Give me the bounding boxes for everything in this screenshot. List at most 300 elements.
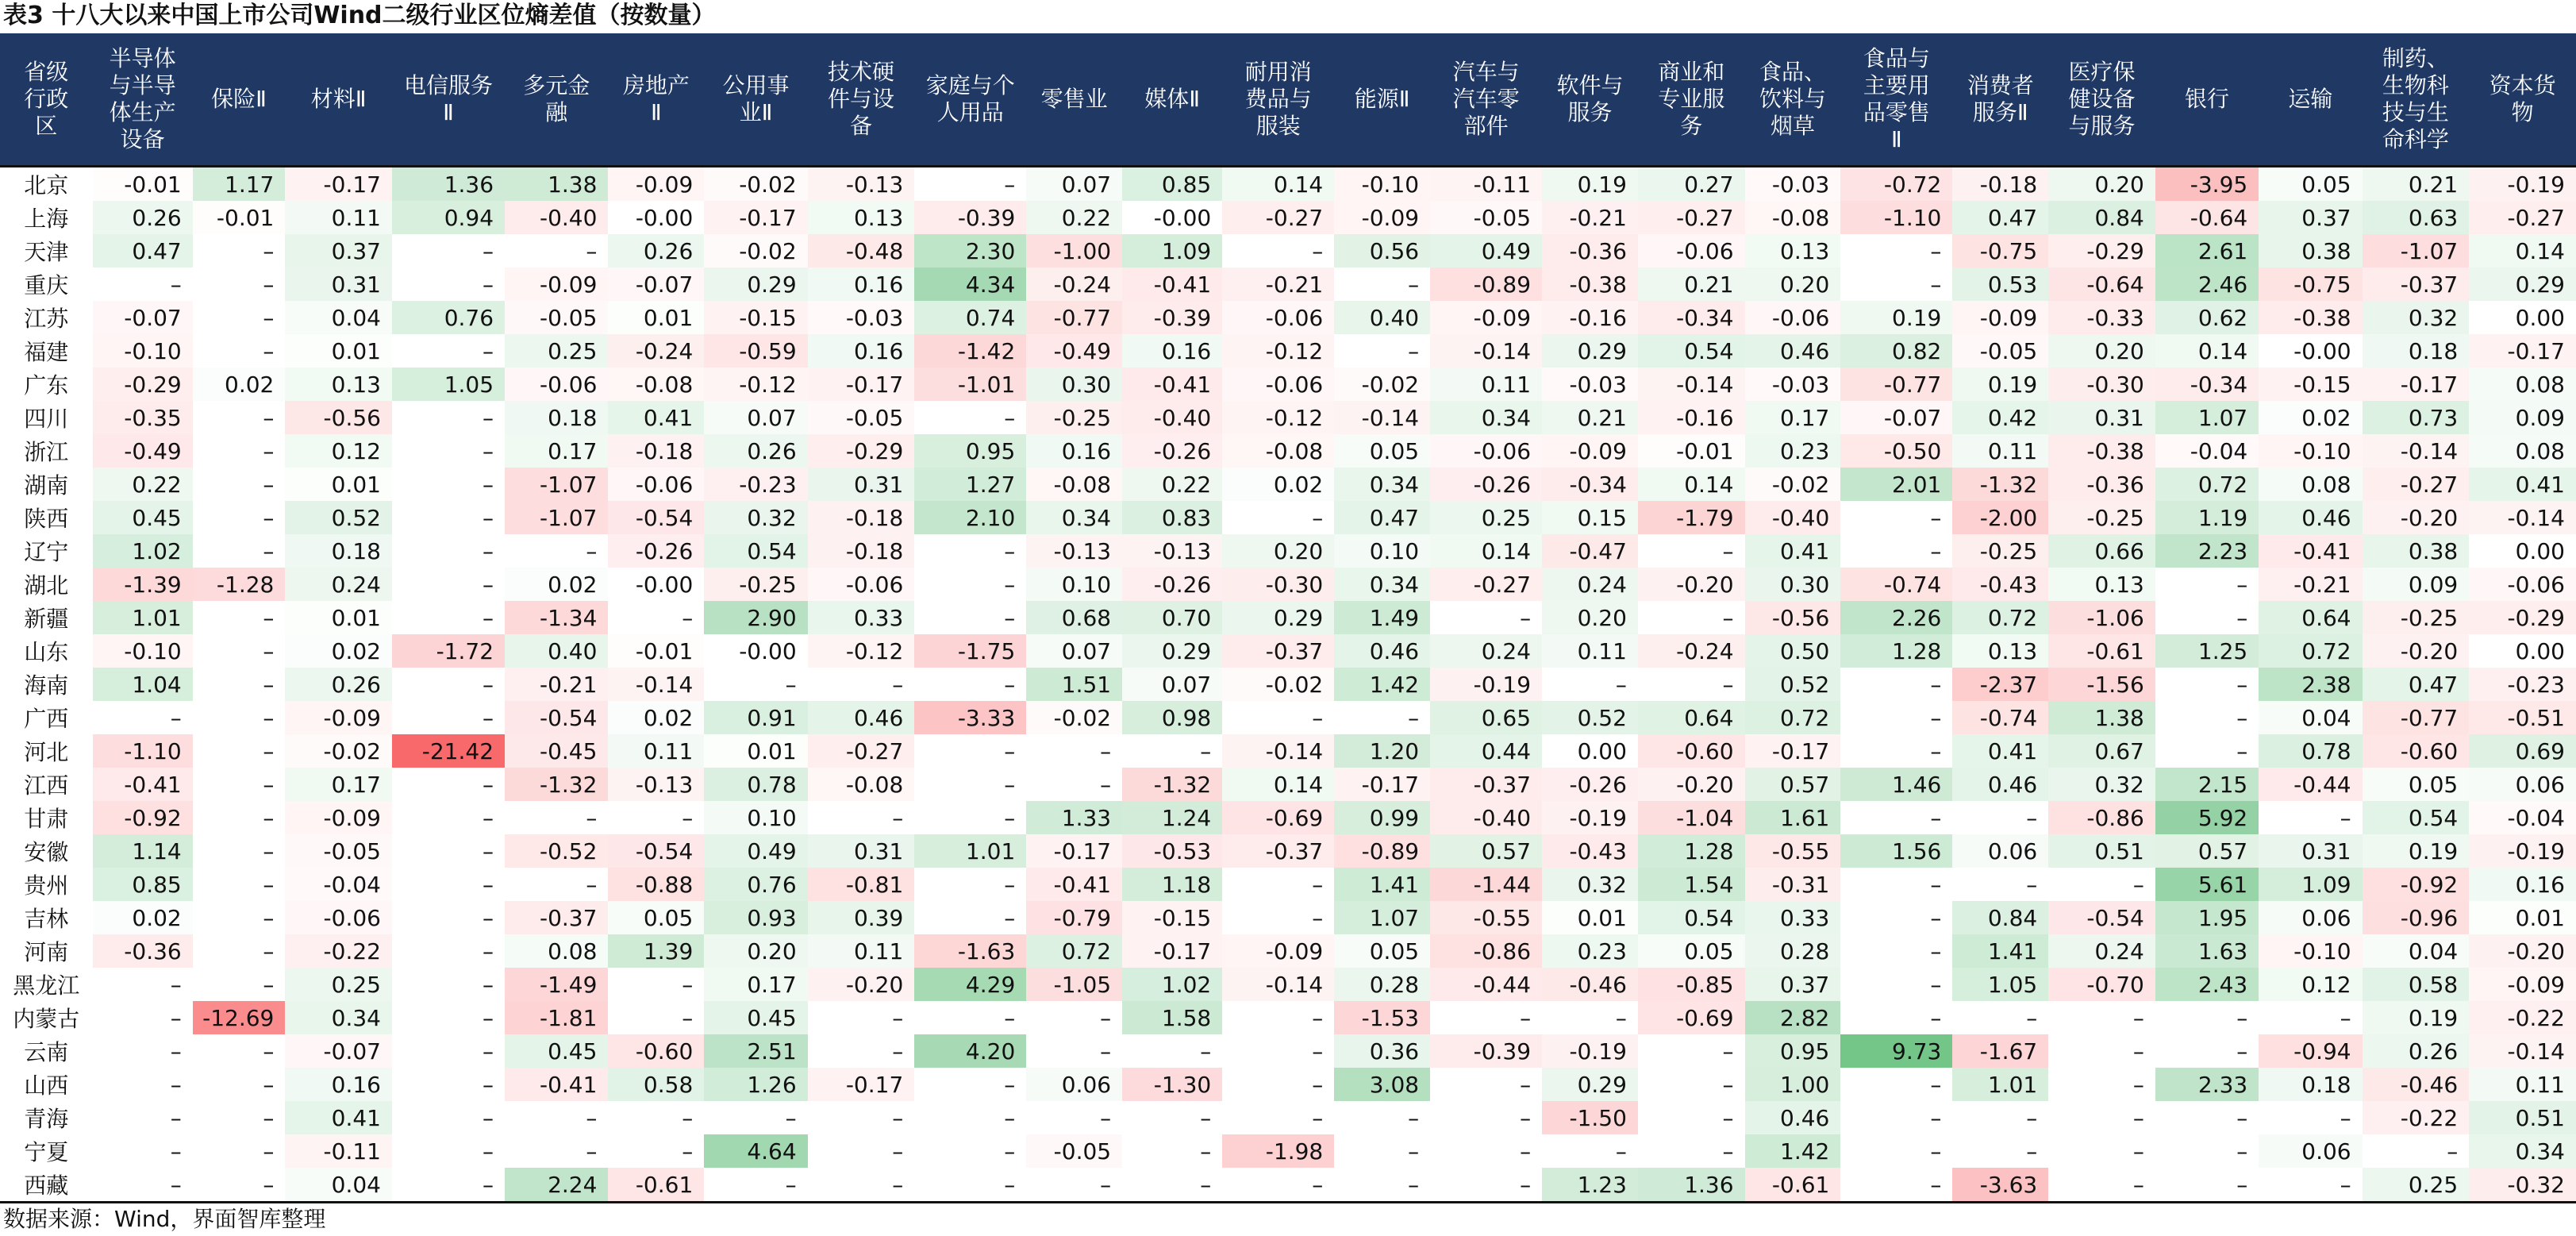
value-cell: 2.46 — [2155, 268, 2259, 301]
value-cell: 4.20 — [914, 1034, 1026, 1068]
value-cell: -0.09 — [285, 701, 392, 734]
value-cell: – — [193, 1068, 286, 1101]
value-cell: 0.18 — [2363, 334, 2470, 368]
value-cell: – — [392, 1101, 505, 1134]
value-cell: 1.09 — [1122, 234, 1222, 268]
value-cell: – — [392, 768, 505, 801]
value-cell: -0.92 — [93, 801, 193, 834]
value-cell: -0.12 — [1222, 334, 1334, 368]
value-cell: 1.00 — [1745, 1068, 1841, 1101]
header-text: 件与设 — [827, 86, 894, 112]
value-cell: 0.18 — [2259, 1068, 2362, 1101]
value-cell: 0.47 — [1334, 501, 1430, 534]
value-cell: 3.08 — [1334, 1068, 1430, 1101]
value-cell: -0.00 — [1122, 201, 1222, 234]
value-cell: -0.25 — [2048, 501, 2155, 534]
value-cell: -0.14 — [1222, 968, 1334, 1001]
value-cell: – — [914, 668, 1026, 701]
header-text: 部件 — [1463, 113, 1509, 139]
value-cell: – — [1542, 1001, 1638, 1034]
value-cell: 0.05 — [2259, 167, 2362, 202]
value-cell: – — [1840, 934, 1952, 968]
value-cell: – — [392, 1001, 505, 1034]
header-text: 医疗保 — [2068, 59, 2136, 85]
value-cell: 0.84 — [1952, 901, 2048, 934]
value-cell: – — [2048, 1134, 2155, 1168]
value-cell: 0.34 — [1334, 468, 1430, 501]
value-cell: -0.34 — [1638, 301, 1745, 334]
header-text: 人用品 — [936, 99, 1004, 125]
value-cell: 0.76 — [392, 301, 505, 334]
value-cell: 0.64 — [2259, 601, 2362, 634]
value-cell: – — [1026, 1168, 1122, 1203]
value-cell: – — [193, 1168, 286, 1203]
value-cell: -0.29 — [808, 434, 915, 468]
value-cell: -0.15 — [1122, 901, 1222, 934]
header-industry — [914, 33, 1026, 167]
table-row — [0, 568, 2576, 601]
value-cell: – — [704, 1101, 807, 1134]
value-cell: -0.17 — [808, 368, 915, 401]
value-cell: -0.08 — [1222, 434, 1334, 468]
header-text: 公用事 — [722, 72, 790, 98]
value-cell: -0.21 — [1222, 268, 1334, 301]
value-cell: -0.25 — [2363, 601, 2470, 634]
value-cell: -0.17 — [808, 1068, 915, 1101]
value-cell: -0.15 — [2259, 368, 2362, 401]
value-cell: 0.09 — [2469, 401, 2576, 434]
value-cell: 0.46 — [1745, 334, 1841, 368]
value-cell: 0.02 — [285, 634, 392, 668]
value-cell: 0.84 — [2048, 201, 2155, 234]
table-row — [0, 934, 2576, 968]
value-cell: 2.24 — [505, 1168, 608, 1203]
value-cell: 0.04 — [2363, 934, 2470, 968]
value-cell: 0.38 — [2363, 534, 2470, 568]
header-industry — [1222, 33, 1334, 167]
value-cell: 0.14 — [1638, 468, 1745, 501]
value-cell: 0.16 — [808, 334, 915, 368]
value-cell: 0.02 — [608, 701, 704, 734]
value-cell: -0.23 — [704, 468, 807, 501]
value-cell: -0.37 — [2363, 268, 2470, 301]
table-row — [0, 501, 2576, 534]
value-cell: – — [93, 1134, 193, 1168]
header-text: 费品与 — [1244, 86, 1312, 112]
value-cell: 0.01 — [608, 301, 704, 334]
value-cell: – — [1222, 1034, 1334, 1068]
value-cell: 0.68 — [1026, 601, 1122, 634]
value-cell: 0.57 — [2155, 834, 2259, 868]
value-cell: – — [193, 868, 286, 901]
value-cell: 0.10 — [1334, 534, 1430, 568]
header-text: 银行 — [2185, 86, 2230, 112]
value-cell: -0.19 — [1542, 801, 1638, 834]
value-cell: 0.26 — [93, 201, 193, 234]
value-cell: -1.01 — [914, 368, 1026, 401]
value-cell: 0.47 — [1952, 201, 2048, 234]
value-cell: – — [392, 434, 505, 468]
value-cell: 1.38 — [2048, 701, 2155, 734]
value-cell: 0.05 — [608, 901, 704, 934]
value-cell: – — [93, 1101, 193, 1134]
value-cell: 0.54 — [1638, 334, 1745, 368]
value-cell: – — [2048, 1101, 2155, 1134]
value-cell: 0.02 — [505, 568, 608, 601]
value-cell: 0.07 — [1122, 668, 1222, 701]
value-cell: 1.41 — [1334, 868, 1430, 901]
value-cell: – — [2155, 668, 2259, 701]
value-cell: -0.46 — [1542, 968, 1638, 1001]
value-cell: -0.06 — [505, 368, 608, 401]
value-cell: – — [2155, 1001, 2259, 1034]
value-cell: -0.21 — [505, 668, 608, 701]
value-cell: 0.58 — [2363, 968, 2470, 1001]
value-cell: – — [193, 901, 286, 934]
value-cell: -0.06 — [1222, 368, 1334, 401]
value-cell: – — [93, 1068, 193, 1101]
value-cell: 0.22 — [1122, 468, 1222, 501]
value-cell: 0.22 — [1026, 201, 1122, 234]
value-cell: 2.15 — [2155, 768, 2259, 801]
value-cell: -3.63 — [1952, 1168, 2048, 1203]
province-cell: 西藏 — [0, 1168, 93, 1203]
value-cell: 0.19 — [2363, 1001, 2470, 1034]
value-cell: -0.01 — [193, 201, 286, 234]
value-cell: 0.20 — [1542, 601, 1638, 634]
value-cell: – — [1840, 868, 1952, 901]
value-cell: -0.09 — [285, 801, 392, 834]
value-cell: 0.18 — [285, 534, 392, 568]
value-cell: 0.29 — [1542, 334, 1638, 368]
value-cell: -0.02 — [1745, 468, 1841, 501]
value-cell: 0.05 — [1334, 434, 1430, 468]
value-cell: -0.11 — [285, 1134, 392, 1168]
value-cell: -1.49 — [505, 968, 608, 1001]
value-cell: – — [914, 401, 1026, 434]
header-industry — [704, 33, 807, 167]
value-cell: -0.89 — [1430, 268, 1542, 301]
value-cell: 0.95 — [914, 434, 1026, 468]
value-cell: -0.77 — [1026, 301, 1122, 334]
value-cell: – — [914, 534, 1026, 568]
value-cell: -0.64 — [2155, 201, 2259, 234]
value-cell: -0.14 — [2363, 434, 2470, 468]
value-cell: 1.33 — [1026, 801, 1122, 834]
value-cell: 1.04 — [93, 668, 193, 701]
value-cell: -0.24 — [608, 334, 704, 368]
header-text: 家庭与个 — [925, 72, 1015, 98]
value-cell: 0.99 — [1334, 801, 1430, 834]
value-cell: 0.54 — [704, 534, 807, 568]
value-cell: 0.01 — [285, 601, 392, 634]
value-cell: -1.32 — [1952, 468, 2048, 501]
value-cell: -1.10 — [1840, 201, 1952, 234]
value-cell: 0.23 — [1542, 934, 1638, 968]
value-cell: – — [1122, 1101, 1222, 1134]
value-cell: -1.30 — [1122, 1068, 1222, 1101]
value-cell: 0.64 — [1638, 701, 1745, 734]
value-cell: 0.58 — [608, 1068, 704, 1101]
value-cell: -0.16 — [1542, 301, 1638, 334]
province-cell: 贵州 — [0, 868, 93, 901]
value-cell: 0.63 — [2363, 201, 2470, 234]
value-cell: – — [2048, 868, 2155, 901]
value-cell: – — [505, 234, 608, 268]
value-cell: -0.81 — [808, 868, 915, 901]
value-cell: -0.21 — [1542, 201, 1638, 234]
value-cell: 0.26 — [285, 668, 392, 701]
value-cell: 0.73 — [2363, 401, 2470, 434]
value-cell: 0.95 — [1745, 1034, 1841, 1068]
value-cell: 0.41 — [1745, 534, 1841, 568]
value-cell: -0.39 — [914, 201, 1026, 234]
value-cell: – — [1638, 1034, 1745, 1068]
value-cell: 0.17 — [704, 968, 807, 1001]
value-cell: 0.14 — [1430, 534, 1542, 568]
province-cell: 河南 — [0, 934, 93, 968]
value-cell: 0.11 — [808, 934, 915, 968]
value-cell: -0.02 — [704, 167, 807, 202]
value-cell: – — [1952, 1134, 2048, 1168]
value-cell: 0.11 — [608, 734, 704, 768]
table-row — [0, 901, 2576, 934]
value-cell: 0.20 — [704, 934, 807, 968]
header-text: 命科学 — [2382, 126, 2449, 152]
header-text: 制药、 — [2382, 45, 2449, 71]
value-cell: – — [1430, 601, 1542, 634]
value-cell: -0.22 — [2363, 1101, 2470, 1134]
value-cell: 0.30 — [1745, 568, 1841, 601]
value-cell: 0.51 — [2469, 1101, 2576, 1134]
value-cell: 0.26 — [2363, 1034, 2470, 1068]
value-cell: -0.36 — [2048, 468, 2155, 501]
value-cell: 0.24 — [1430, 634, 1542, 668]
value-cell: 0.14 — [1222, 167, 1334, 202]
value-cell: – — [193, 401, 286, 434]
value-cell: – — [505, 534, 608, 568]
value-cell: -0.60 — [2363, 734, 2470, 768]
value-cell: – — [1952, 801, 2048, 834]
value-cell: 0.34 — [285, 1001, 392, 1034]
header-industry — [392, 33, 505, 167]
value-cell: – — [1840, 901, 1952, 934]
value-cell: -1.32 — [1122, 768, 1222, 801]
value-cell: 1.20 — [1334, 734, 1430, 768]
value-cell: -0.50 — [1840, 434, 1952, 468]
value-cell: -0.55 — [1745, 834, 1841, 868]
value-cell: – — [1334, 1101, 1430, 1134]
value-cell: – — [1952, 1001, 2048, 1034]
value-cell: – — [914, 868, 1026, 901]
value-cell: 0.25 — [505, 334, 608, 368]
value-cell: – — [608, 601, 704, 634]
value-cell: – — [2259, 1001, 2362, 1034]
value-cell: -0.06 — [1222, 301, 1334, 334]
table-row — [0, 201, 2576, 234]
value-cell: – — [2155, 1168, 2259, 1203]
value-cell: 0.52 — [1542, 701, 1638, 734]
value-cell: -0.69 — [1638, 1001, 1745, 1034]
value-cell: -1.67 — [1952, 1034, 2048, 1068]
value-cell: 0.46 — [1334, 634, 1430, 668]
value-cell: -0.08 — [1026, 468, 1122, 501]
header-industry — [1430, 33, 1542, 167]
value-cell: 0.20 — [2048, 167, 2155, 202]
value-cell: 0.82 — [1840, 334, 1952, 368]
value-cell: -0.06 — [285, 901, 392, 934]
value-cell: 0.19 — [1542, 167, 1638, 202]
value-cell: – — [392, 968, 505, 1001]
value-cell: 0.11 — [285, 201, 392, 234]
value-cell: -0.00 — [2259, 334, 2362, 368]
table-row — [0, 1101, 2576, 1134]
value-cell: -0.13 — [608, 768, 704, 801]
header-text: 饮料与 — [1759, 86, 1826, 112]
value-cell: 0.33 — [1745, 901, 1841, 934]
value-cell: 0.37 — [285, 234, 392, 268]
value-cell: -0.20 — [2469, 934, 2576, 968]
value-cell: 4.34 — [914, 268, 1026, 301]
value-cell: -0.09 — [608, 167, 704, 202]
value-cell: -2.00 — [1952, 501, 2048, 534]
table-row — [0, 434, 2576, 468]
value-cell: – — [392, 234, 505, 268]
value-cell: 0.30 — [1026, 368, 1122, 401]
province-cell: 福建 — [0, 334, 93, 368]
value-cell: 0.66 — [2048, 534, 2155, 568]
value-cell: 1.38 — [505, 167, 608, 202]
value-cell: 0.32 — [1542, 868, 1638, 901]
value-cell: 1.36 — [392, 167, 505, 202]
value-cell: 2.30 — [914, 234, 1026, 268]
value-cell: 0.13 — [285, 368, 392, 401]
value-cell: – — [392, 1068, 505, 1101]
value-cell: – — [505, 1134, 608, 1168]
value-cell: 0.53 — [1952, 268, 2048, 301]
value-cell: -0.12 — [704, 368, 807, 401]
value-cell: -21.42 — [392, 734, 505, 768]
value-cell: 0.85 — [93, 868, 193, 901]
value-cell: 0.11 — [1542, 634, 1638, 668]
value-cell: -0.16 — [1638, 401, 1745, 434]
value-cell: -0.36 — [1542, 234, 1638, 268]
value-cell: -0.54 — [608, 501, 704, 534]
value-cell: – — [1638, 534, 1745, 568]
value-cell: – — [2363, 1134, 2470, 1168]
header-industry — [2048, 33, 2155, 167]
value-cell: 1.51 — [1026, 668, 1122, 701]
header-row — [0, 33, 2576, 167]
value-cell: 0.20 — [2048, 334, 2155, 368]
value-cell: 0.72 — [2259, 634, 2362, 668]
value-cell: 0.21 — [2363, 167, 2470, 202]
value-cell: -1.53 — [1334, 1001, 1430, 1034]
table-row — [0, 301, 2576, 334]
value-cell: 0.26 — [608, 234, 704, 268]
value-cell: -0.04 — [2155, 434, 2259, 468]
value-cell: 2.26 — [1840, 601, 1952, 634]
value-cell: – — [193, 634, 286, 668]
value-cell: – — [2048, 1001, 2155, 1034]
province-cell: 甘肃 — [0, 801, 93, 834]
value-cell: 0.46 — [1745, 1101, 1841, 1134]
value-cell: -0.27 — [1222, 201, 1334, 234]
table-row — [0, 1068, 2576, 1101]
header-text: 与服务 — [2068, 113, 2136, 139]
value-cell: -0.06 — [2469, 568, 2576, 601]
value-cell: 1.02 — [93, 534, 193, 568]
value-cell: 0.25 — [1430, 501, 1542, 534]
value-cell: -0.20 — [1638, 768, 1745, 801]
province-cell: 江苏 — [0, 301, 93, 334]
value-cell: – — [1542, 668, 1638, 701]
value-cell: – — [1638, 668, 1745, 701]
value-cell: 0.04 — [2259, 701, 2362, 734]
value-cell: 0.11 — [1952, 434, 2048, 468]
value-cell: -0.10 — [2259, 934, 2362, 968]
header-text: 食品与 — [1863, 45, 1930, 71]
value-cell: -0.09 — [1430, 301, 1542, 334]
value-cell: -0.14 — [2469, 1034, 2576, 1068]
value-cell: 5.61 — [2155, 868, 2259, 901]
value-cell: – — [1430, 1134, 1542, 1168]
header-text: 媒体Ⅱ — [1144, 86, 1201, 112]
value-cell: – — [193, 334, 286, 368]
value-cell: – — [1840, 701, 1952, 734]
value-cell: 0.07 — [1026, 167, 1122, 202]
header-industry — [2155, 33, 2259, 167]
province-cell: 新疆 — [0, 601, 93, 634]
value-cell: -1.56 — [2048, 668, 2155, 701]
value-cell: -0.77 — [1840, 368, 1952, 401]
value-cell: 0.93 — [704, 901, 807, 934]
value-cell: – — [392, 901, 505, 934]
value-cell: 0.15 — [1542, 501, 1638, 534]
table-row — [0, 734, 2576, 768]
value-cell: 1.36 — [1638, 1168, 1745, 1203]
table-row — [0, 668, 2576, 701]
value-cell: 0.34 — [2469, 1134, 2576, 1168]
value-cell: -0.17 — [2363, 368, 2470, 401]
value-cell: 1.14 — [93, 834, 193, 868]
value-cell: – — [2259, 801, 2362, 834]
value-cell: – — [914, 901, 1026, 934]
table-title: 表3 十八大以来中国上市公司Wind二级行业区位熵差值（按数量） — [3, 2, 716, 29]
value-cell: 0.16 — [2469, 868, 2576, 901]
value-cell: 1.05 — [392, 368, 505, 401]
header-industry — [193, 33, 286, 167]
value-cell: -0.94 — [2259, 1034, 2362, 1068]
table-row — [0, 234, 2576, 268]
value-cell: 0.06 — [1026, 1068, 1122, 1101]
value-cell: 0.46 — [1952, 768, 2048, 801]
value-cell: – — [1334, 334, 1430, 368]
value-cell: – — [1222, 234, 1334, 268]
province-cell: 北京 — [0, 167, 93, 202]
value-cell: – — [1840, 1101, 1952, 1134]
value-cell: -0.05 — [808, 401, 915, 434]
value-cell: – — [392, 268, 505, 301]
value-cell: 0.40 — [505, 634, 608, 668]
value-cell: -0.20 — [2363, 634, 2470, 668]
value-cell: 0.40 — [1334, 301, 1430, 334]
value-cell: -0.17 — [1026, 834, 1122, 868]
value-cell: – — [2155, 734, 2259, 768]
value-cell: 0.34 — [1430, 401, 1542, 434]
value-cell: -0.41 — [505, 1068, 608, 1101]
value-cell: 0.14 — [1222, 768, 1334, 801]
